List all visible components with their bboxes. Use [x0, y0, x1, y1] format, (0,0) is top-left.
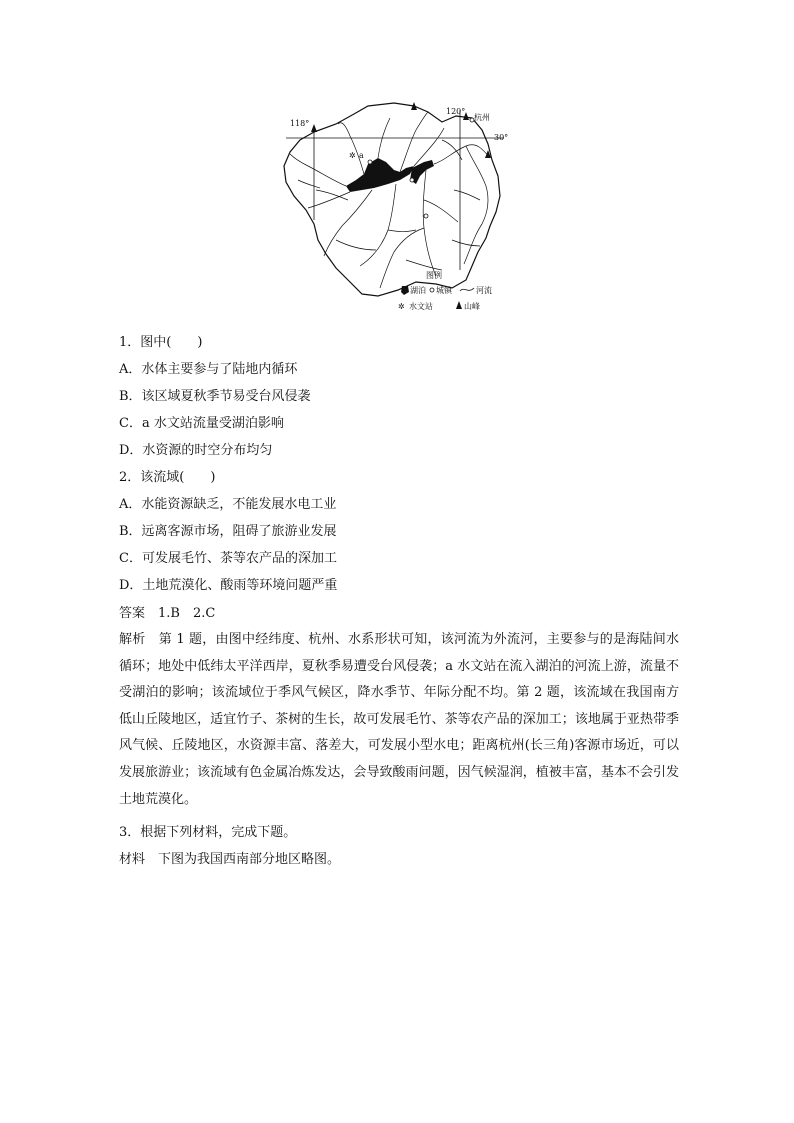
lat-30-label: 30° [494, 133, 509, 142]
station-legend-icon: ✲ [398, 302, 405, 311]
legend-lake-label: 湖泊 [410, 286, 426, 295]
answer-text: 1.B 2.C [158, 606, 216, 621]
material-label: 材料 [119, 852, 146, 867]
town-icon [424, 214, 428, 218]
legend-peak-label: 山峰 [464, 302, 480, 311]
city-label: 杭州 [474, 113, 490, 122]
question-1-stem: 1．图中( ) [119, 335, 203, 350]
lake-shape [346, 158, 414, 192]
legend-town-label: 城镇 [436, 286, 452, 295]
q2-option-a: A．水能资源缺乏，不能发展水电工业 [119, 497, 337, 512]
q2-option-d: D．土地荒漠化、酸雨等环境问题严重 [119, 578, 338, 593]
q1-option-d: D．水资源的时空分布均匀 [119, 443, 273, 458]
q2-option-b: B．远离客源市场，阻碍了旅游业发展 [119, 524, 337, 539]
station-star-icon: ✲ [349, 151, 356, 160]
analysis-label: 解析 [119, 632, 146, 647]
town-legend-icon [430, 288, 434, 292]
legend-title: 图例 [426, 271, 442, 280]
river-legend-icon [460, 288, 474, 291]
question-3-stem: 3．根据下列材料，完成下题。 [119, 825, 297, 840]
q1-option-b: B．该区域夏秋季节易受台风侵袭 [119, 389, 311, 404]
town-icon [410, 178, 414, 182]
material-line [119, 851, 340, 868]
town-icon [368, 160, 372, 164]
station-label: a [359, 151, 364, 160]
legend-station-label: 水文站 [409, 302, 433, 311]
mountain-peak-icon [311, 124, 317, 132]
peak-legend-icon [456, 301, 462, 309]
answer-line [119, 605, 215, 622]
map-svg [276, 100, 520, 315]
q1-option-a: A．水体主要参与了陆地内循环 [119, 362, 298, 377]
legend-river-label: 河流 [476, 286, 492, 295]
lake-legend-icon [401, 286, 409, 295]
question-2-stem: 2．该流域( ) [119, 470, 216, 485]
answer-label: 答案 [119, 606, 146, 621]
material-text: 下图为我国西南部分地区略图。 [158, 852, 341, 867]
analysis-text: 第 1 题，由图中经纬度、杭州、水系形状可知，该河流为外流河，主要参与的是海陆间水循环；地处中低纬太平洋西岸，夏秋季易遭受台风侵袭；a 水文站在流入湖泊的河流上游，流量不受湖泊的影响；该流域位于季风气候区，降水季节、年际分配不均。第 2 题，该流域在我国南方低山丘陵地区，适宜竹子、茶树的生长，故可发展毛竹、茶等农产品的深加工；该地属于亚热带季风气候、丘陵地区，水资源丰富、落差大，可发展小型水电；距离杭州(长三角)客源市场近，可以发展旅游业；该流域有色金属冶炼发达，会导致酸雨问题，因气候湿润，植被丰富，基本不会引发土地荒漠化。 [119, 632, 679, 807]
analysis-paragraph [119, 627, 679, 813]
q1-option-c: C．a 水文站流量受湖泊影响 [119, 416, 284, 431]
lon-118-label: 118° [290, 119, 310, 128]
lon-120-label: 120° [446, 107, 466, 116]
river-basin-map [276, 100, 520, 315]
q2-option-c: C．可发展毛竹、茶等农产品的深加工 [119, 551, 337, 566]
